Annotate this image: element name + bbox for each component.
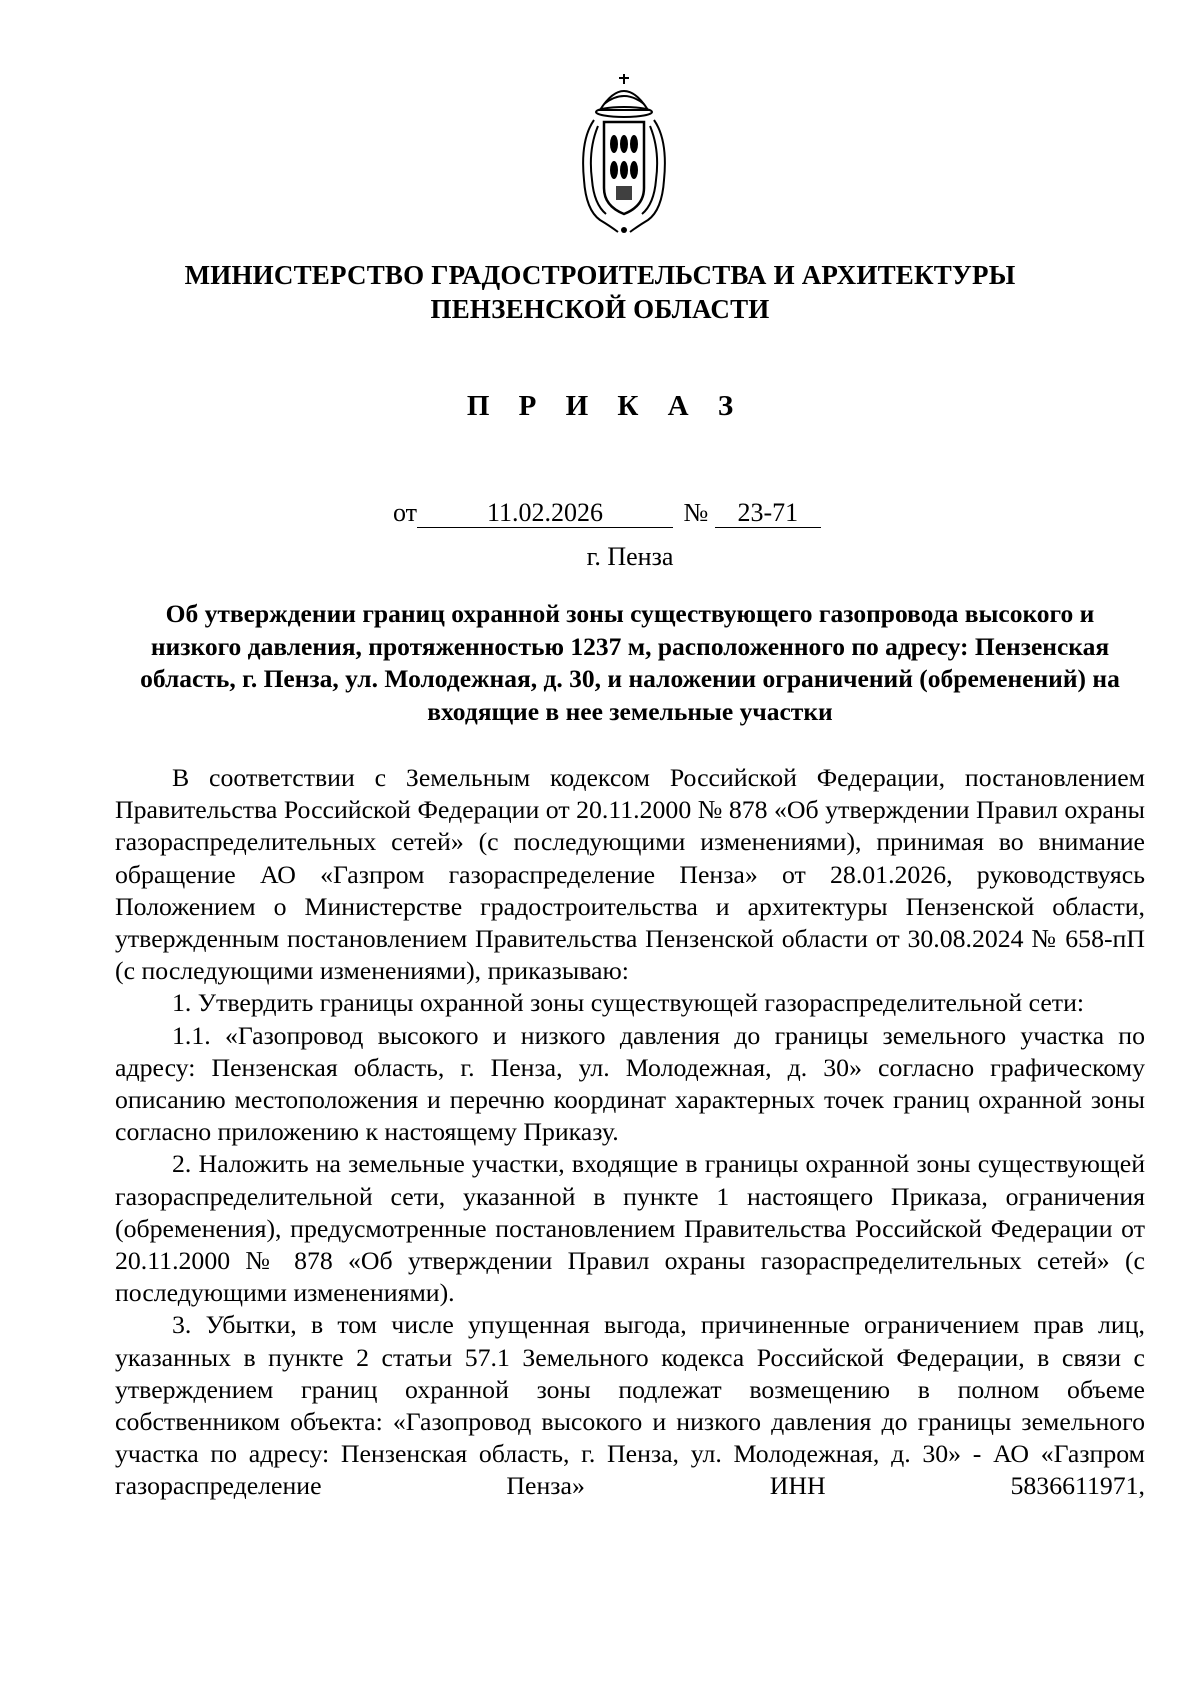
number-label: №: [683, 498, 709, 527]
date-number-line: [393, 497, 821, 529]
document-subject: Об утверждении границ охранной зоны существующего газопровода высокого и низкого давления, протяженностью 1237 м, расположенного по адресу: Пензенская область, г. Пенза, ул. Молодежная, д. 30, и наложении ограничений (обременений) на входящие в нее земельные участки: [140, 599, 1120, 726]
document-date: 11.02.2026: [417, 497, 673, 528]
body-paragraph: 1. Утвердить границы охранной зоны существующей газораспределительной сети:: [172, 988, 1085, 1018]
body-paragraph: 2. Наложить на земельные участки, входящие в границы охранной зоны существующей газораспределительной сети, указанной в пункте 1 настоящего Приказа, ограничения (обременения), предусмотренные постановлением Правительства Российской Федерации от 20.11.2000 № 878 «Об утверждении Правил охраны газораспределительных сетей» (с последующими изменениями).: [115, 1149, 1145, 1308]
coat-of-arms-label: penza-coat-of-arms-icon: [570, 70, 580, 71]
ministry-name-line2: ПЕНЗЕНСКОЙ ОБЛАСТИ: [430, 294, 770, 324]
body-paragraph: В соответствии с Земельным кодексом Российской Федерации, постановлением Правительства Российской Федерации от 20.11.2000 № 878 «Об утверждении Правил охраны газораспределительных сетей» (с последующими изменениями), принимая во внимание обращение АО «Газпром газораспределение Пенза» от 28.01.2026, руководствуясь Положением о Министерстве градостроительства и архитектуры Пензенской области, утвержденным постановлением Правительства Пензенской области от 30.08.2024 № 658-пП (с последующими изменениями), приказываю:: [115, 763, 1145, 986]
ministry-name-line1: МИНИСТЕРСТВО ГРАДОСТРОИТЕЛЬСТВА И АРХИТЕКТУРЫ: [184, 260, 1016, 290]
body-paragraph: 1.1. «Газопровод высокого и низкого давления до границы земельного участка по адресу: Пензенская область, г. Пенза, ул. Молодежная, д. 30» согласно графическому описанию местоположения и перечню координат характерных точек границ охранной зоны согласно приложению к настоящему Приказу.: [115, 1020, 1145, 1147]
ministry-header: [0, 258, 1200, 326]
city-name: г. Пенза: [586, 542, 674, 571]
document-number: 23-71: [715, 497, 821, 528]
date-label: от: [393, 498, 418, 527]
body-paragraph: 3. Убытки, в том числе упущенная выгода, причиненные ограничением прав лиц, указанных в пункте 2 статьи 57.1 Земельного кодекса Российской Федерации, в связи с утверждением границ охранной зоны подлежат возмещению в полном объеме собственником объекта: «Газопровод высокого и низкого давления до границы земельного участка по адресу: Пензенская область, г. Пенза, ул. Молодежная, д. 30» - АО «Газпром газораспределение Пенза» ИНН 5836611971,: [115, 1310, 1145, 1501]
document-body: [115, 762, 1145, 1503]
coat-of-arms-icon: [570, 70, 678, 238]
document-type-title: П Р И К А З: [466, 390, 745, 422]
